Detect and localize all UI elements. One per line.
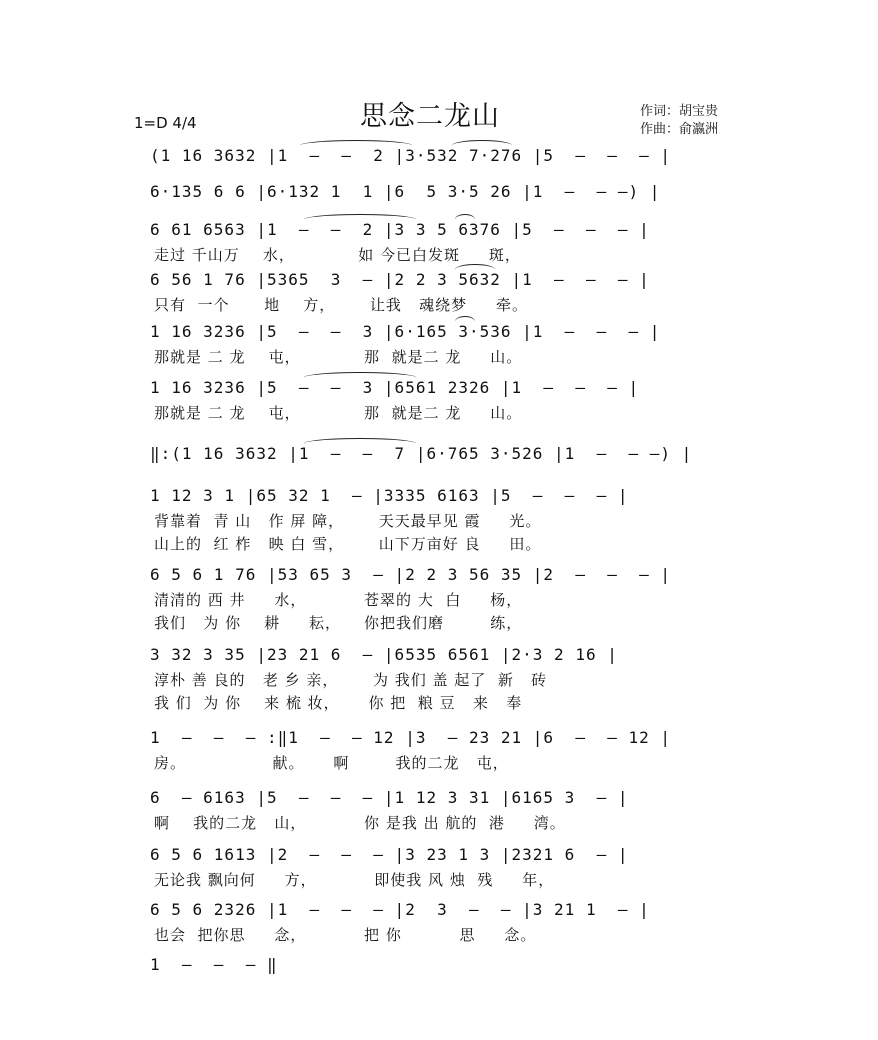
notation-line: 6 61 6563 |1 — — 2 |3 3 5 6376 |5 — — — | <box>150 220 650 239</box>
notation-line: 6·135 6 6 |6·132 1 1 |6 5 3·5 26 |1 — — —) | <box>150 182 661 201</box>
notation-line: 6 5 6 1613 |2 — — — |3 23 1 3 |2321 6 — | <box>150 845 629 864</box>
slur-mark <box>455 264 495 275</box>
slur-mark <box>304 372 416 383</box>
slur-mark <box>304 438 416 449</box>
score-row <box>150 220 730 266</box>
notation-line: 1 16 3236 |5 — — 3 |6561 2326 |1 — — — | <box>150 378 640 397</box>
score-row <box>150 444 730 490</box>
notation-line: 1 16 3236 |5 — — 3 |6·165 3·536 |1 — — — | <box>150 322 661 341</box>
notation-line: 6 56 1 76 |5365 3 — |2 2 3 5632 |1 — — — | <box>150 270 650 289</box>
lyric-line: 山上的 红 柞 映 白 雪， 山下万亩好 良 田。 <box>154 535 542 553</box>
slur-mark <box>455 316 475 327</box>
lyric-line: 清清的 西 井 水， 苍翠的 大 白 杨， <box>154 591 523 609</box>
slur-mark <box>304 214 416 225</box>
slur-mark <box>455 214 475 225</box>
credits <box>640 103 718 139</box>
score-row <box>150 900 730 946</box>
slur-mark <box>300 140 412 151</box>
notation-line: 6 — 6163 |5 — — — |1 12 3 31 |6165 3 — | <box>150 788 629 807</box>
lyric-line: 走过 千山万 水， 如 今已白发斑 斑， <box>154 246 521 264</box>
lyric-line: 那就是 二 龙 屯， 那 就是二 龙 山。 <box>154 404 523 422</box>
score-row <box>150 486 730 553</box>
lyricist: 作词：胡宝贵 <box>640 104 719 119</box>
notation-line: 1 — — — :‖1 — — 12 |3 — 23 21 |6 — — 12 | <box>150 728 672 747</box>
lyric-line: 我们 为 你 耕 耘， 你把我们磨 练， <box>154 614 523 632</box>
notation-line: 6 5 6 1 76 |53 65 3 — |2 2 3 56 35 |2 — — — | <box>150 565 672 584</box>
lyric-line: 那就是 二 龙 屯， 那 就是二 龙 山。 <box>154 348 523 366</box>
lyric-line: 淳朴 善 良的 老 乡 亲， 为 我们 盖 起了 新 砖 <box>154 671 548 689</box>
key-signature: 1=D 4/4 <box>134 114 197 132</box>
score-row <box>150 378 730 424</box>
lyric-line: 只有 一个 地 方， 让我 魂绕梦 牵。 <box>154 296 528 314</box>
page-title: 思念二龙山 <box>360 101 500 132</box>
lyric-line: 背靠着 青 山 作 屏 障， 天天最早见 霞 光。 <box>154 512 542 530</box>
notation-line: 1 12 3 1 |65 32 1 — |3335 6163 |5 — — — | <box>150 486 629 505</box>
score-row <box>150 955 730 1001</box>
composer: 作曲：俞瀛洲 <box>640 122 719 137</box>
score-row <box>150 565 730 632</box>
lyric-line: 房。 献。 啊 我的二龙 屯， <box>154 754 509 772</box>
notation-line: 6 5 6 2326 |1 — — — |2 3 — — |3 21 1 — | <box>150 900 650 919</box>
score-row <box>150 322 730 368</box>
lyric-line: 无论我 飘向何 方， 即使我 风 烛 残 年， <box>154 871 555 889</box>
score-row <box>150 270 730 316</box>
lyric-line: 啊 我的二龙 山， 你 是我 出 航的 港 湾。 <box>154 814 566 832</box>
slur-mark <box>452 140 512 151</box>
notation-line: 1 — — — ‖ <box>150 955 278 974</box>
score-row <box>150 645 730 712</box>
notation-line: (1 16 3632 |1 — — 2 |3·532 7·276 |5 — — — | <box>150 146 672 165</box>
lyric-line: 也会 把你思 念， 把 你 思 念。 <box>154 926 537 944</box>
score-row <box>150 788 730 834</box>
score-row <box>150 845 730 891</box>
lyric-line: 我 们 为 你 来 梳 妆， 你 把 粮 豆 来 奉 <box>154 694 523 712</box>
score-row <box>150 728 730 774</box>
notation-line: 3 32 3 35 |23 21 6 — |6535 6561 |2·3 2 16 | <box>150 645 618 664</box>
notation-line: ‖:(1 16 3632 |1 — — 7 |6·765 3·526 |1 — — —) | <box>150 444 693 463</box>
